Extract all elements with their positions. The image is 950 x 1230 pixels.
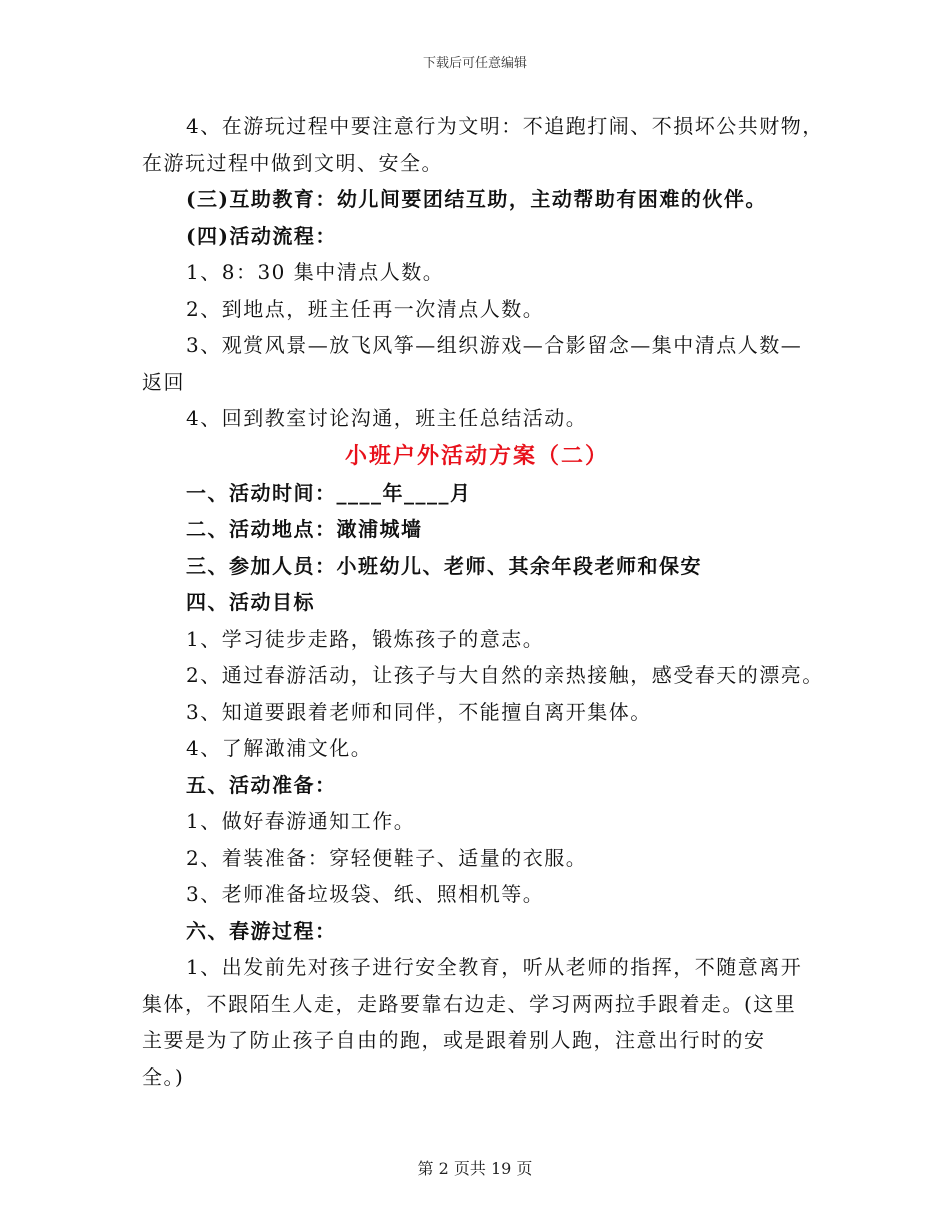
section-heading: 二、活动地点：澉浦城墙: [186, 517, 423, 541]
paragraph-line: 在游玩过程中做到文明、安全。: [142, 150, 443, 175]
paragraph-line: 4、回到教室讨论沟通，班主任总结活动。: [186, 406, 588, 430]
section-heading: 四、活动目标: [186, 590, 315, 614]
section-heading: 一、活动时间：____年____月: [186, 480, 472, 505]
paragraph-line: 全。): [142, 1064, 185, 1089]
paragraph-line: 3、知道要跟着老师和同伴，不能擅自离开集体。: [186, 699, 652, 724]
section-heading: 五、活动准备：: [186, 772, 337, 797]
section-heading: (三)互助教育：幼儿间要团结互助，主动帮助有困难的伙伴。: [186, 187, 767, 211]
paragraph-line: 返回: [142, 369, 185, 394]
paragraph-line: 集体，不跟陌生人走，走路要靠右边走、学习两两拉手跟着走。(这里: [142, 991, 797, 1016]
document-body: [142, 108, 824, 1095]
paragraph-line: 2、着装准备：穿轻便鞋子、适量的衣服。: [186, 845, 588, 870]
paragraph-line: 1、做好春游通知工作。: [186, 809, 416, 833]
page-header: 下载后可任意编辑: [422, 56, 527, 71]
paragraph-line: 4、了解澉浦文化。: [186, 736, 373, 760]
paragraph-line: 1、学习徒步走路，锻炼孩子的意志。: [186, 626, 545, 651]
paragraph-line: 3、老师准备垃圾袋、纸、照相机等。: [186, 882, 545, 906]
paragraph-line: 主要是为了防止孩子自由的跑，或是跟着别人跑，注意出行时的安: [142, 1028, 766, 1052]
paragraph-line: 2、到地点，班主任再一次清点人数。: [186, 296, 545, 321]
section-heading: 三、参加人员：小班幼儿、老师、其余年段老师和保安: [186, 553, 702, 578]
page-footer: 第 2 页共 19 页: [417, 1159, 533, 1178]
paragraph-line: 3、观赏风景—放飞风筝—组织游戏—合影留念—集中清点人数—: [186, 333, 803, 357]
document-title: 小班户外活动方案（二）: [344, 442, 609, 469]
paragraph-line: 4、在游玩过程中要注意行为文明：不追跑打闹、不损坏公共财物，: [186, 114, 824, 138]
section-heading: 六、春游过程：: [186, 918, 337, 943]
section-heading: (四)活动流程：: [186, 223, 337, 248]
paragraph-line: 1、8：30 集中清点人数。: [186, 260, 445, 284]
paragraph-line: 2、通过春游活动，让孩子与大自然的亲热接触，感受春天的漂亮。: [186, 663, 824, 687]
paragraph-line: 1、出发前先对孩子进行安全教育，听从老师的指挥，不随意离开: [186, 955, 803, 979]
